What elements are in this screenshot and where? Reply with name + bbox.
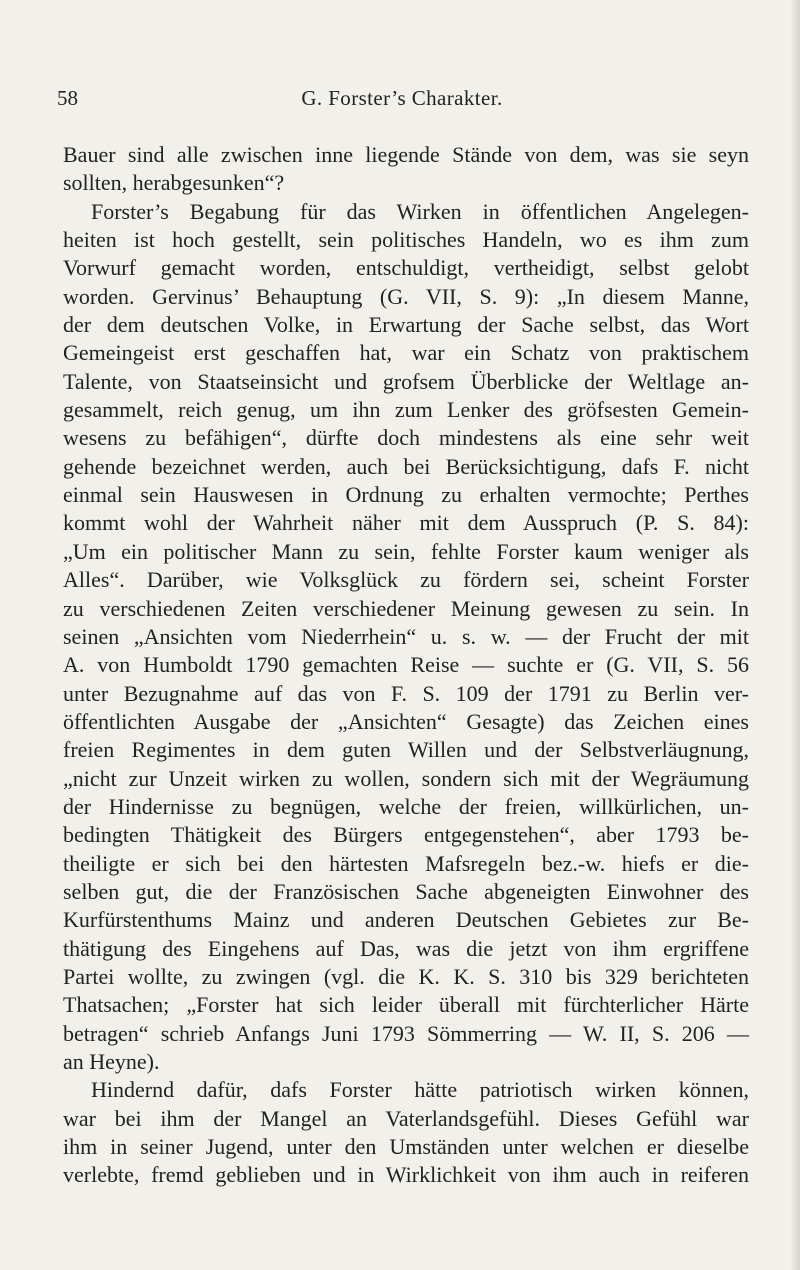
text-line: sollten, herabgesunken“? (63, 170, 285, 196)
running-head: G. Forster’s Charakter. (301, 86, 503, 110)
text-line: Vorwurf gemacht worden, entschuldigt, vertheidigt, selbst gelobt (63, 255, 749, 281)
text-line: theiligte er sich bei den härtesten Mafsregeln bez.-w. hiefs er die- (63, 850, 749, 876)
text-line: betragen“ schrieb Anfangs Juni 1793 Sömmerring — W. II, S. 206 — (63, 1020, 749, 1046)
text-line: Bauer sind alle zwischen inne liegende Stände von dem, was sie seyn (63, 142, 749, 167)
text-line: A. von Humboldt 1790 gemachten Reise — suchte er (G. VII, S. 56 (63, 652, 749, 678)
text-line: an Heyne). (63, 1049, 160, 1074)
text-line: der dem deutschen Volke, in Erwartung der Sache selbst, das Wort (63, 312, 749, 338)
text-line: war bei ihm der Mangel an Vaterlandsgefühl. Dieses Gefühl war (63, 1105, 749, 1131)
text-line: bedingten Thätigkeit des Bürgers entgegenstehen“, aber 1793 be- (63, 822, 749, 848)
text-line: worden. Gervinus’ Behauptung (G. VII, S. 9): „In diesem Manne, (63, 283, 749, 309)
page-edge-shadow (790, 0, 800, 1270)
text-line: wesens zu befähigen“, dürfte doch mindestens als eine sehr weit (63, 425, 749, 451)
body-text (63, 141, 749, 1190)
text-line: Partei wollte, zu zwingen (vgl. die K. K. S. 310 bis 329 berichteten (63, 963, 749, 989)
text-line: Thatsachen; „Forster hat sich leider überall mit fürchterlicher Härte (63, 992, 749, 1018)
page-number: 58 (57, 86, 78, 110)
text-line: öffentlichten Ausgabe der „Ansichten“ Gesagte) das Zeichen eines (63, 708, 749, 734)
text-line: verlebte, fremd geblieben und in Wirklichkeit von ihm auch in reiferen (63, 1162, 749, 1188)
text-line: Alles“. Darüber, wie Volksglück zu fördern sei, scheint Forster (63, 567, 749, 593)
text-line: „nicht zur Unzeit wirken zu wollen, sondern sich mit der Wegräumung (63, 765, 749, 791)
text-line: unter Bezugnahme auf das von F. S. 109 der 1791 zu Berlin ver- (63, 680, 749, 706)
text-line: „Um ein politischer Mann zu sein, fehlte Forster kaum weniger als (63, 538, 749, 564)
text-line: thätigung des Eingehens auf Das, was die jetzt von ihm ergriffene (63, 935, 749, 961)
text-line: kommt wohl der Wahrheit näher mit dem Ausspruch (P. S. 84): (63, 510, 749, 536)
text-line: heiten ist hoch gestellt, sein politisches Handeln, wo es ihm zum (63, 227, 749, 253)
text-line: selben gut, die der Französischen Sache abgeneigten Einwohner des (63, 878, 749, 904)
text-line: seinen „Ansichten vom Niederrhein“ u. s. w. — der Frucht der mit (63, 623, 749, 649)
text-line: Forster’s Begabung für das Wirken in öffentlichen Angelegen- (91, 198, 749, 224)
text-line: der Hindernisse zu begnügen, welche der freien, willkürlichen, un- (63, 793, 749, 819)
page-header (57, 86, 747, 116)
text-line: Hindernd dafür, dafs Forster hätte patriotisch wirken können, (91, 1077, 749, 1103)
text-line: Kurfürstenthums Mainz und anderen Deutschen Gebietes zur Be- (63, 907, 749, 933)
text-line: gehende bezeichnet werden, auch bei Berücksichtigung, dafs F. nicht (63, 453, 749, 479)
text-line: gesammelt, reich genug, um ihn zum Lenker des gröfsesten Gemein- (63, 397, 749, 423)
text-line: freien Regimentes in dem guten Willen und der Selbstverläugnung, (63, 737, 749, 763)
text-line: Talente, von Staatseinsicht und grofsem Überblicke der Weltlage an- (63, 368, 749, 394)
text-line: Gemeingeist erst geschaffen hat, war ein Schatz von praktischem (63, 340, 749, 366)
text-line: einmal sein Hauswesen in Ordnung zu erhalten vermochte; Perthes (63, 482, 749, 508)
text-line: ihm in seiner Jugend, unter den Umständen unter welchen er dieselbe (63, 1134, 749, 1160)
text-line: zu verschiedenen Zeiten verschiedener Meinung gewesen zu sein. In (63, 595, 749, 621)
